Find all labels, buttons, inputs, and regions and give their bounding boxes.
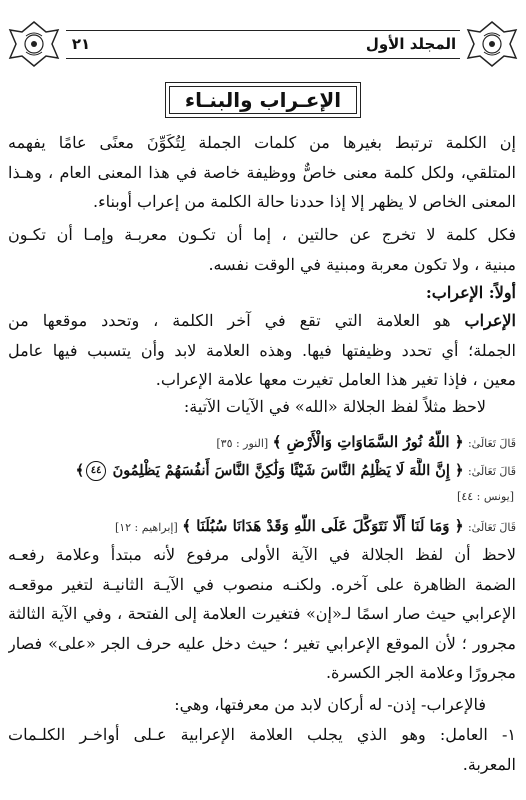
verse-text: ﴿ وَمَا لَنَا أَلَّا نَتَوَكَّلَ عَلَى اللَّهِ وَقَدْ هَدَانَا سُبُلَنَا ﴾: [182, 517, 464, 535]
verse-text: ﴿ إِنَّ اللَّهَ لَا يَظْلِمُ النَّاسَ شَيْئًا وَلَٰكِنَّ النَّاسَ أَنفُسَهُمْ يَظْلِمُونَ: [112, 462, 464, 479]
paragraph-2: [8, 220, 516, 279]
paragraph-1: [8, 128, 516, 217]
text-line: إن الكلمة ترتبط بغيرها من كلمات الجملة لِتُكَوِّنَ معنًى عامًا يفهمه: [8, 133, 516, 152]
paragraph-5: [8, 690, 516, 720]
page-number: ٢١: [71, 35, 91, 53]
text-line: ١- العامل: وهو الذي يجلب العلامة الإعرابية عـلى أواخـر الكلـمات: [8, 725, 516, 744]
chapter-title-box: [165, 82, 361, 118]
text-line: المتلقي، ولكل كلمة معنى خاصٌّ ووظيفة خاصة في هذا المعنى العام ، وهـذا: [8, 162, 516, 182]
verse-reference: [النور : ٣٥]: [216, 437, 269, 450]
page-header: [6, 18, 520, 68]
text-line: الإعرابي حيث صار اسمًا لـ«إن» فتغيرت العلامة إلى الفتحة ، وفي الآية الثالثة: [8, 604, 516, 623]
section-heading: [8, 278, 516, 308]
verse-2-reference: [يونس : ٤٤]: [457, 490, 514, 503]
text-line: فالإعراب- إذن- له أركان لابد من معرفتها، وهي:: [174, 695, 486, 714]
text-line: المعربة.: [462, 754, 516, 774]
verse-reference: [إبراهيم : ١٢]: [114, 521, 178, 534]
chapter-title: الإعـراب والبنـاء: [184, 88, 342, 112]
text-line: الضمة الظاهرة على آخره. ولكنـه منصوب في الآيـة الثانيـة لتغير موقعـه: [8, 574, 516, 594]
text-line: الجملة؛ أي تحدد وظيفتها فيها. وهذه العلامة لابد وأن يتسبب فيها عامل: [8, 340, 516, 360]
text-line: مجرور ؛ لأن الموقع الإعرابي تغير ؛ حيث دخل عليه حرف الجر «على» فصار: [8, 633, 516, 653]
text-span: هو العلامة التي تقع في آخر الكلمة ، وتحدد موقعها من: [8, 311, 465, 330]
volume-label: المجلد الأول: [365, 35, 457, 53]
verse-intro: قَالَ تَعَالَىٰ:: [467, 521, 516, 534]
text-line: [8, 306, 516, 336]
verse-text: ﴿ اللَّهُ نُورُ السَّمَاوَاتِ وَالْأَرْضِ ﴾: [272, 433, 464, 451]
verse-3: [8, 514, 516, 538]
verse-2: قَالَ تَعَالَىٰ: ﴿ إِنَّ اللَّهَ لَا يَظْلِمُ النَّاسَ شَيْئًا وَلَٰكِنَّ النَّاسَ أَنفُسَهُمْ يَظْلِمُونَ ٤٤﴾: [75, 462, 516, 479]
text-line: مجرورًا وعلامة الجر الكسرة.: [325, 663, 516, 682]
verse-intro: قَالَ تَعَالَىٰ:: [467, 437, 516, 450]
header-rule-bottom: [66, 58, 460, 59]
observe-intro: [8, 392, 516, 422]
text-line: المعنى الخاص لا يظهر إلا إذا حددنا حالة الكلمة من إعراب أوبناء.: [92, 192, 516, 211]
verse-1: [8, 430, 516, 454]
term-irab: الإعراب: [464, 311, 516, 330]
text-line: لاحظ أن لفظ الجلالة في الآية الأولى مرفوع لأنه مبتدأ وعلامة رفعـه: [8, 545, 516, 564]
section-heading-text: أولاً: الإعراب:: [425, 283, 516, 302]
text-line: مبنية ، ولا تكون معربة ومبنية في الوقت نفسه.: [208, 254, 516, 274]
paragraph-3: [8, 306, 516, 395]
ayah-end-mark: ٤٤: [86, 461, 106, 481]
text-line: فكل كلمة لا تخرج عن حالتين ، إما أن تكـون معربـة وإمـا أن تكـون: [8, 225, 516, 244]
list-item-1: [8, 720, 516, 779]
text-line: لاحظ مثلاً لفظ الجلالة «الله» في الآيات الآتية:: [183, 397, 486, 416]
paragraph-4: [8, 540, 516, 688]
verse-intro: قَالَ تَعَالَىٰ:: [467, 465, 516, 478]
text-line: معين ، فإذا تغير هذا العامل تغيرت معها علامة الإعراب.: [155, 370, 516, 389]
